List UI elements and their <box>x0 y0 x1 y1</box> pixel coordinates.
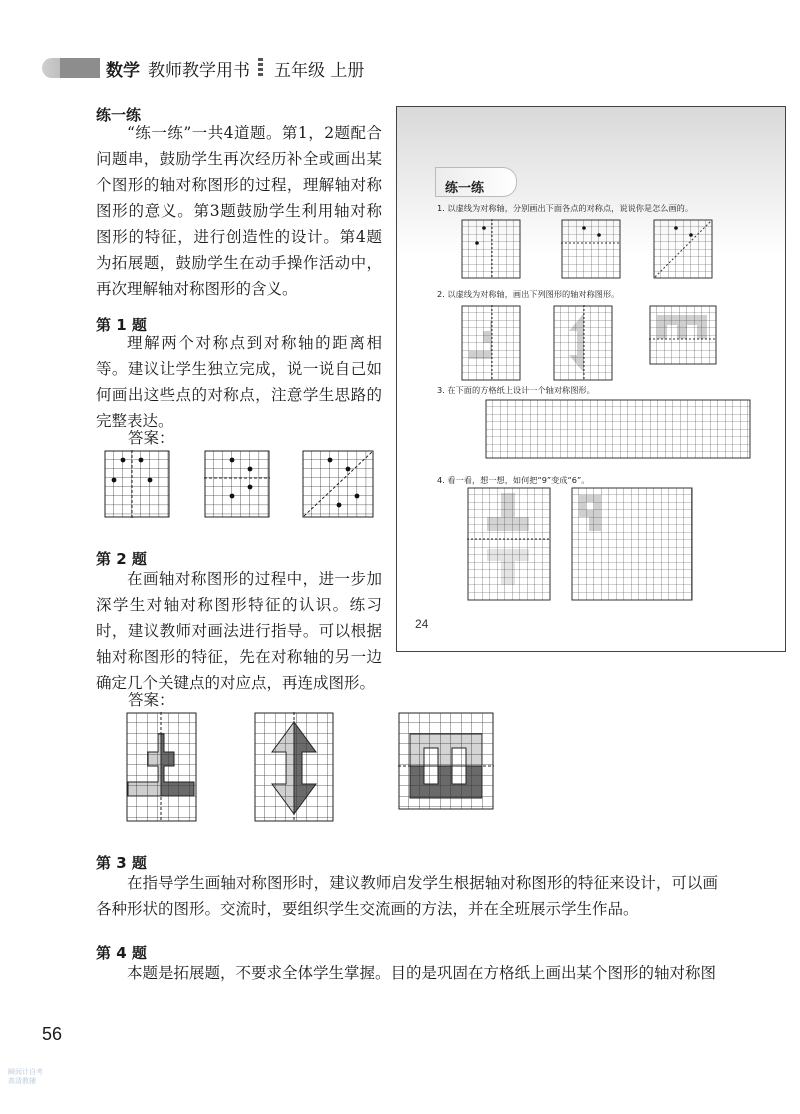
header-grade: 五年级 上册 <box>274 61 365 81</box>
page-number: 56 <box>42 1024 63 1044</box>
q1-text: 理解两个对称点到对称轴的距离相等。建议让学生独立完成，说一说自己如何画出这些点的对称点，注意学生思路的完整表达。 <box>96 334 382 430</box>
textbook-page-image <box>396 106 786 652</box>
header-title <box>106 56 250 81</box>
q1-answer-label: 答案： <box>128 429 175 447</box>
q2-heading: 第 2 题 <box>96 550 147 568</box>
q1-heading: 第 1 题 <box>96 316 147 334</box>
textbook-q1-grids <box>461 219 751 281</box>
q2-answer-label: 答案： <box>128 691 175 709</box>
header-tab-decoration-dark <box>60 58 100 78</box>
q4-text: 本题是拓展题，不要求全体学生掌握。目的是巩固在方格纸上画出某个图形的轴对称图 <box>127 964 717 982</box>
q1-grid-a <box>105 450 169 518</box>
textbook-q4-grids <box>467 487 707 605</box>
textbook-title: 练一练 <box>445 181 485 196</box>
q1-answer-figures <box>104 450 384 522</box>
q2-answer-figures <box>126 712 506 824</box>
watermark: 瞬间计自考 高清教辅 <box>8 1068 43 1085</box>
textbook-q3-grid <box>485 399 755 461</box>
q1-grid-b <box>204 451 270 517</box>
textbook-q2: 2. 以虚线为对称轴，画出下列图形的轴对称图形。 <box>437 289 620 299</box>
practice-intro: “练一练”一共4道题。第1，2题配合问题串，鼓励学生再次经历补全或画出某个图形的轴对称图形的过程，理解轴对称图形的意义。第3题鼓励学生利用轴对称图形的特征，进行创造性的设计。第4题为拓展题，鼓励学生在动手操作活动中，再次理解轴对称图形的含义。 <box>96 124 382 298</box>
q2-figure-c <box>398 713 494 809</box>
textbook-page-number: 24 <box>415 617 429 631</box>
textbook-q3: 3. 在下面的方格纸上设计一个轴对称图形。 <box>437 385 595 395</box>
q2-figure-b <box>255 712 333 822</box>
header-book: 教师教学用书 <box>148 61 250 81</box>
textbook-q4: 4. 看一看，想一想，如何把“9”变成“6”。 <box>437 475 590 485</box>
practice-heading: 练一练 <box>96 106 142 124</box>
q4-heading: 第 4 题 <box>96 944 147 962</box>
header-subject: 数学 <box>106 61 140 81</box>
textbook-q2-grids <box>461 305 761 385</box>
header-separator <box>258 58 263 78</box>
q2-text: 在画轴对称图形的过程中，进一步加深学生对轴对称图形特征的认识。练习时，建议教师对画法进行指导。可以根据轴对称图形的特征，先在对称轴的另一边确定几个关键点的对应点，再连成图形。 <box>96 570 382 692</box>
q3-text: 在指导学生画轴对称图形时，建议教师启发学生根据轴对称图形的特征来设计，可以画各种形状的图形。交流时，要组织学生交流画的方法，并在全班展示学生作品。 <box>96 874 718 918</box>
q3-heading: 第 3 题 <box>96 854 147 872</box>
q1-grid-c <box>303 451 373 517</box>
textbook-q1: 1. 以虚线为对称轴，分别画出下面各点的对称点，说说你是怎么画的。 <box>437 203 694 213</box>
q2-figure-a <box>127 712 196 822</box>
